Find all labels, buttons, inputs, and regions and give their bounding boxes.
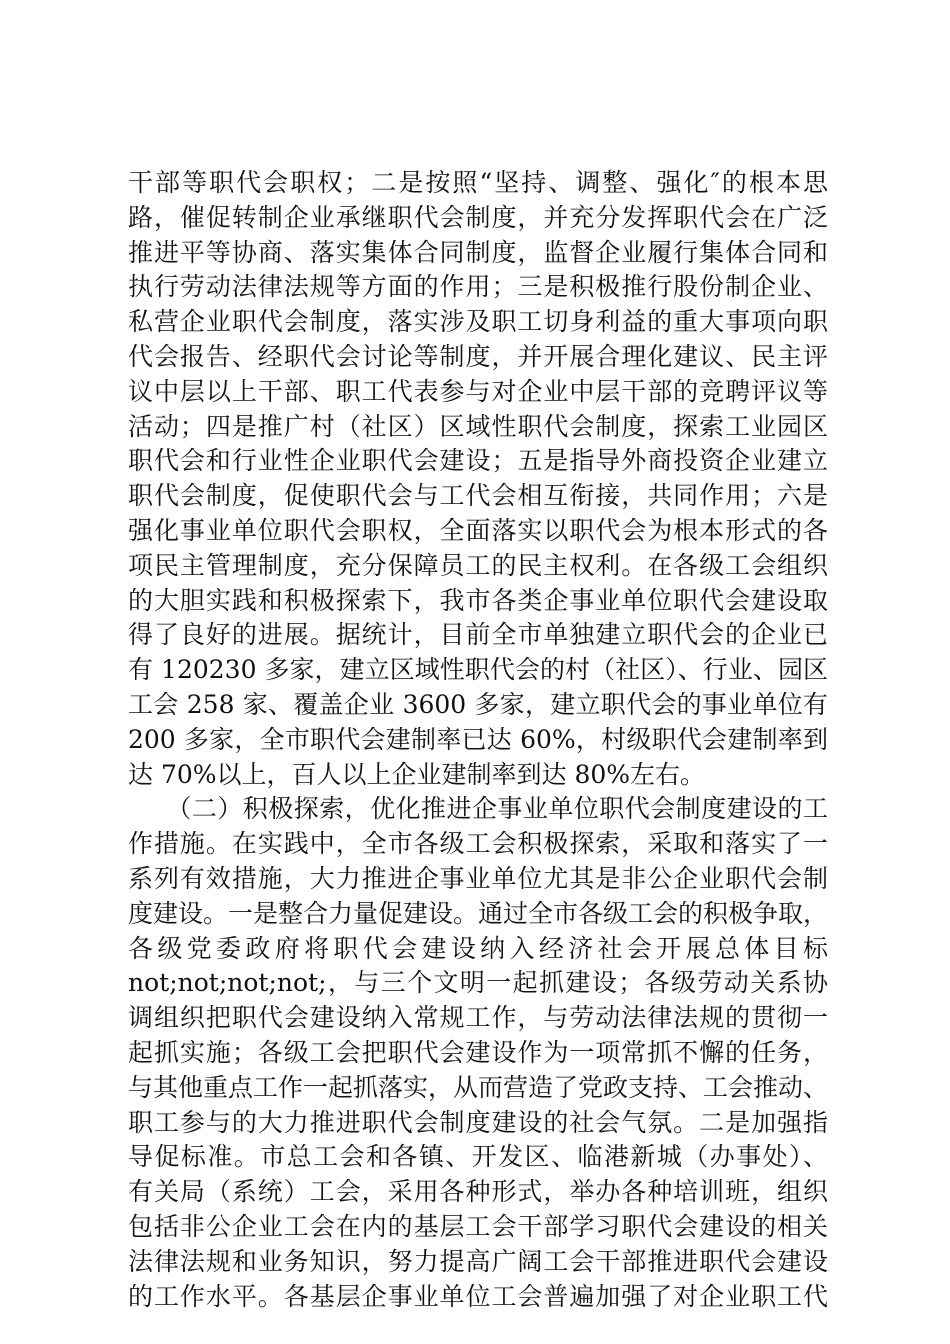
text-line: 200 多家，全市职代会建制率已达 60%，村级职代会建制率到: [128, 724, 828, 754]
text-line: 有关局（系统）工会，采用各种形式，举办各种培训班，组织: [128, 1177, 828, 1207]
text-line: 有 120230 多家，建立区域性职代会的村（社区）、行业、园区: [128, 655, 828, 685]
text-line: 活动；四是推广村（社区）区域性职代会制度，探索工业园区: [128, 411, 828, 441]
text-line: 强化事业单位职代会职权，全面落实以职代会为根本形式的各: [128, 515, 828, 545]
text-line: 的大胆实践和积极探索下，我市各类企事业单位职代会建设取: [128, 585, 828, 615]
text-line: 职代会和行业性企业职代会建设；五是指导外商投资企业建立: [128, 446, 828, 476]
text-line: not;not;not;not;，与三个文明一起抓建设；各级劳动关系协: [128, 968, 828, 998]
text-line: 包括非公企业工会在内的基层工会干部学习职代会建设的相关: [128, 1211, 828, 1241]
text-line: 项民主管理制度，充分保障员工的民主权利。在各级工会组织: [128, 550, 828, 580]
text-line: 代会报告、经职代会讨论等制度，并开展合理化建议、民主评: [128, 341, 828, 371]
text-line: 起抓实施；各级工会把职代会建设作为一项常抓不懈的任务，: [128, 1037, 828, 1067]
text-line: 达 70%以上，百人以上企业建制率到达 80%左右。: [128, 759, 706, 789]
text-line: 干部等职代会职权；二是按照“坚持、调整、强化″的根本思: [128, 168, 828, 197]
text-line: 私营企业职代会制度，落实涉及职工切身利益的重大事项向职: [128, 307, 828, 337]
text-line: 职工参与的大力推进职代会制度建设的社会气氛。二是加强指: [128, 1107, 828, 1137]
text-line: 得了良好的进展。据统计，目前全市单独建立职代会的企业已: [128, 620, 828, 650]
text-line: 调组织把职代会建设纳入常规工作，与劳动法律法规的贯彻一: [128, 1003, 828, 1033]
body-text: [128, 166, 828, 1314]
text-line: 法律法规和业务知识，努力提高广阔工会干部推进职代会建设: [128, 1246, 828, 1276]
text-line: 执行劳动法律法规等方面的作用；三是积极推行股份制企业、: [128, 272, 828, 302]
paragraph-2: [128, 792, 828, 1314]
text-line: 职代会制度，促使职代会与工代会相互衔接，共同作用；六是: [128, 481, 828, 511]
text-line: 系列有效措施，大力推进企事业单位尤其是非公企业职代会制: [128, 863, 828, 893]
text-line: 路，催促转制企业承继职代会制度，并充分发挥职代会在广泛: [128, 202, 828, 232]
text-line: （二）积极探索，优化推进企事业单位职代会制度建设的工: [128, 794, 828, 824]
text-line: 议中层以上干部、职工代表参与对企业中层干部的竞聘评议等: [128, 376, 828, 406]
text-line: 作措施。在实践中，全市各级工会积极探索，采取和落实了一: [128, 829, 828, 859]
text-line: 导促标准。市总工会和各镇、开发区、临港新城（办事处）、: [128, 1142, 828, 1172]
text-line: 与其他重点工作一起抓落实，从而营造了党政支持、工会推动、: [128, 1072, 829, 1102]
text-line: 推进平等协商、落实集体合同制度，监督企业履行集体合同和: [128, 237, 828, 267]
text-line: 度建设。一是整合力量促建设。通过全市各级工会的积极争取，: [128, 898, 829, 928]
text-line: 工会 258 家、覆盖企业 3600 多家，建立职代会的事业单位有: [128, 689, 828, 719]
text-line: 各级党委政府将职代会建设纳入经济社会开展总体目标: [128, 933, 828, 963]
paragraph-1: [128, 166, 828, 792]
text-line: 的工作水平。各基层企事业单位工会普遍加强了对企业职工代: [128, 1281, 828, 1311]
